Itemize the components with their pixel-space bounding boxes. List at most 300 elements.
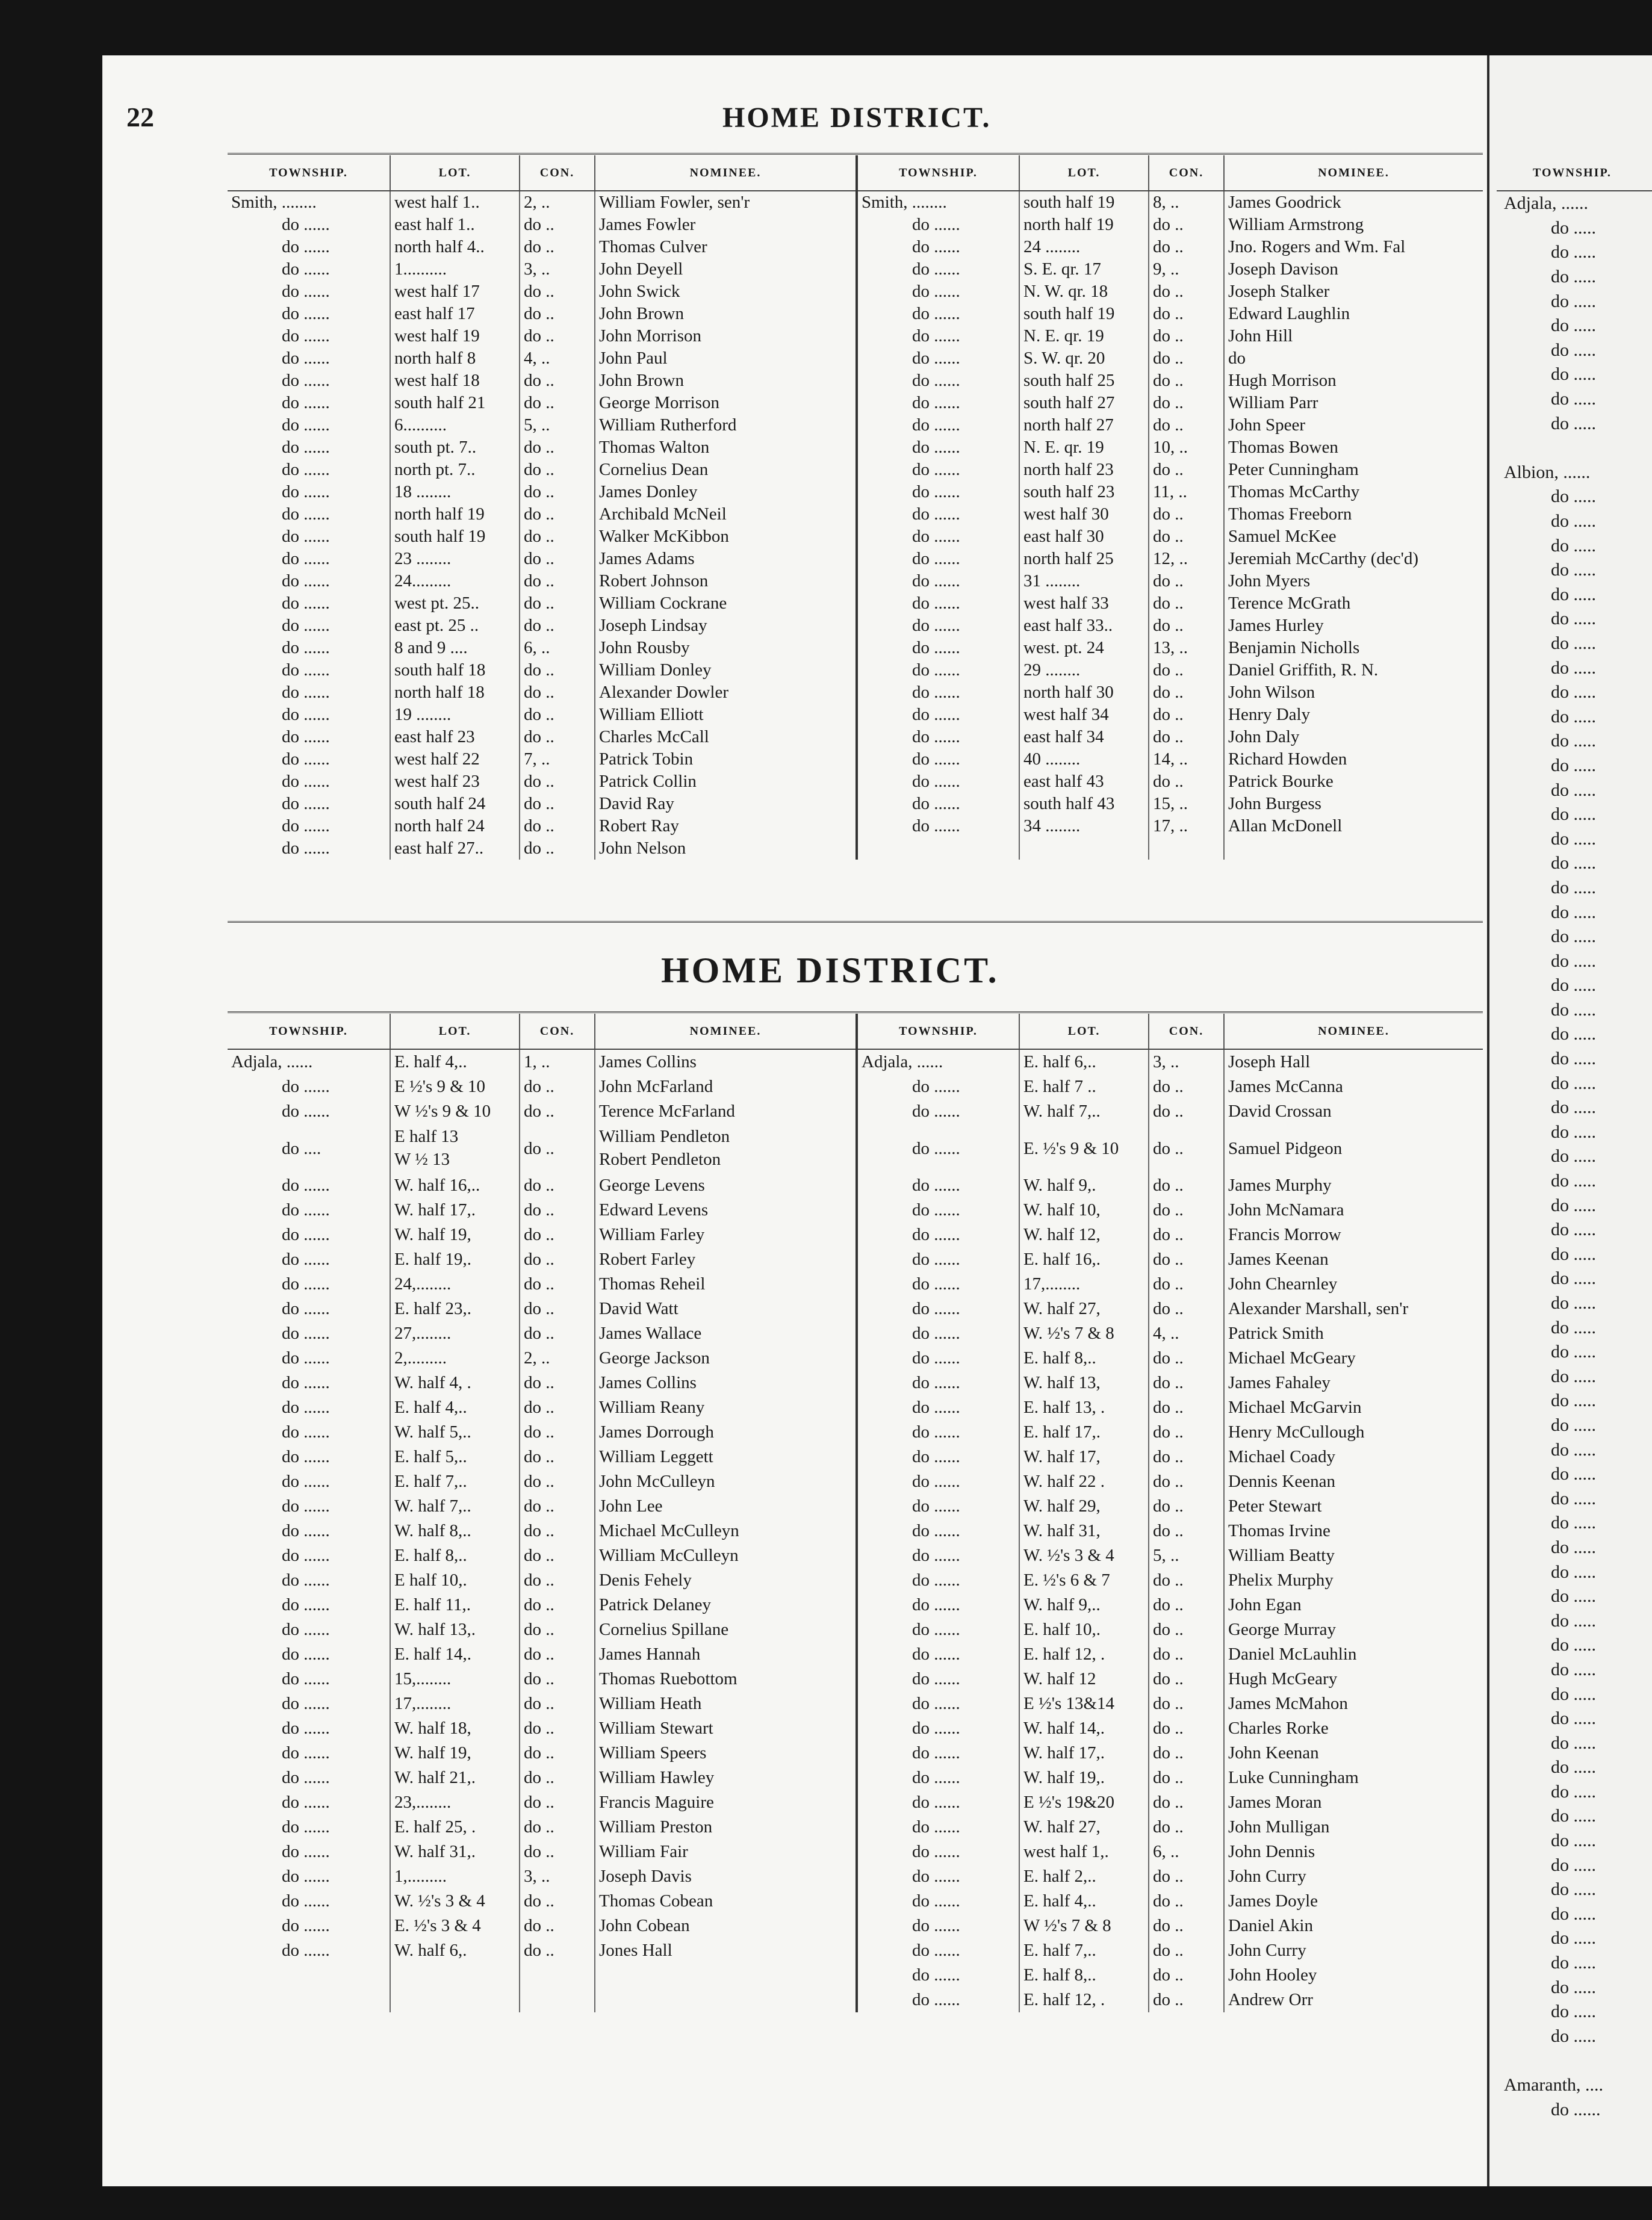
con-cell: do ..: [520, 392, 595, 414]
nominee-cell: John Daly: [1224, 726, 1483, 748]
adjacent-township-cell: do .....: [1551, 1366, 1596, 1386]
lot-cell: W. half 7,..: [1019, 1099, 1149, 1124]
table-row: [228, 459, 1483, 481]
township-cell: do ......: [282, 1645, 330, 1664]
adjacent-row: [1497, 2048, 1652, 2073]
adjacent-page-table: [1497, 155, 1652, 2122]
nominee-cell: George Jackson: [595, 1346, 857, 1371]
con-cell: do ..: [1149, 370, 1224, 392]
table-row: [228, 1988, 1483, 2012]
con-cell: 6, ..: [520, 637, 595, 659]
con-cell: do ..: [520, 548, 595, 570]
nominee-cell: Patrick Bourke: [1224, 770, 1483, 793]
nominee-cell: William McCulleyn: [595, 1543, 857, 1568]
township-cell: do ......: [857, 325, 1019, 347]
adjacent-row: [1497, 1511, 1652, 1536]
nominee-cell: John Paul: [595, 347, 857, 370]
table-row: [228, 281, 1483, 303]
adjacent-township-cell: do .....: [1551, 413, 1596, 433]
adjacent-township-cell: do .....: [1551, 999, 1596, 1020]
township-cell: do ......: [857, 1667, 1019, 1691]
nominee-cell: Alexander Marshall, sen'r: [1224, 1297, 1483, 1321]
lot-cell: north half 24: [390, 815, 520, 837]
nominee-cell: Michael McGeary: [1224, 1346, 1483, 1371]
township-cell: do ......: [857, 704, 1019, 726]
table-row: [228, 659, 1483, 681]
table-row: [228, 793, 1483, 815]
lot-cell: E half 10,.: [390, 1568, 520, 1593]
nominee-cell: John Myers: [1224, 570, 1483, 592]
lot-cell: 24 ........: [1019, 236, 1149, 258]
table-row: [228, 1272, 1483, 1297]
nominee-cell: William Armstrong: [1224, 214, 1483, 236]
township-cell: do ......: [857, 503, 1019, 526]
township-cell: do ......: [857, 1272, 1019, 1297]
lot-cell: east half 27..: [390, 837, 520, 860]
adjacent-row: [1497, 1536, 1652, 1560]
nominee-cell: Robert Johnson: [595, 570, 857, 592]
lot-cell: 34 ........: [1019, 815, 1149, 837]
lot-cell: E. half 8,..: [390, 1543, 520, 1568]
lot-cell: W. half 4, .: [390, 1371, 520, 1395]
table-row: [228, 748, 1483, 770]
nominee-cell: Patrick Smith: [1224, 1321, 1483, 1346]
table-row: [228, 1099, 1483, 1124]
table-row: [228, 414, 1483, 436]
township-cell: do ......: [857, 1321, 1019, 1346]
township-cell: do ......: [282, 504, 330, 524]
nominee-cell: John Hooley: [1224, 1963, 1483, 1988]
township-cell: do ......: [857, 1173, 1019, 1198]
con-cell: do ..: [520, 1395, 595, 1420]
adjacent-township-cell: do .....: [1551, 1391, 1596, 1411]
table-row: [228, 1617, 1483, 1642]
adjacent-township-cell: do .....: [1551, 389, 1596, 409]
township-cell: do ......: [282, 215, 330, 234]
nominee-cell: James Dorrough: [595, 1420, 857, 1445]
nominee-line: William Pendleton: [599, 1127, 730, 1147]
table-row: [228, 1124, 1483, 1173]
adjacent-row: [1497, 2000, 1652, 2024]
con-cell: 6, ..: [1149, 1840, 1224, 1864]
township-cell: do ......: [282, 1398, 330, 1417]
table-row: [228, 258, 1483, 281]
con-cell: 2, ..: [520, 191, 595, 214]
adjacent-township-cell: do .....: [1551, 1684, 1596, 1704]
township-cell: do ......: [282, 259, 330, 279]
con-cell: do ..: [1149, 392, 1224, 414]
lot-cell: north half 8: [390, 347, 520, 370]
con-cell: do ..: [1149, 1593, 1224, 1617]
township-cell: do ......: [857, 1617, 1019, 1642]
lot-cell: W. half 13,: [1019, 1371, 1149, 1395]
lot-cell: E. ½'s 3 & 4: [390, 1914, 520, 1938]
lot-cell: W. half 12,: [1019, 1223, 1149, 1247]
adjacent-row: [1497, 1486, 1652, 1511]
con-cell: do ..: [520, 1593, 595, 1617]
township-cell: do ......: [282, 1447, 330, 1466]
adjacent-township-header: TOWNSHIP.: [1497, 155, 1652, 191]
lot-cell: W ½'s 9 & 10: [390, 1099, 520, 1124]
township-cell: [857, 837, 1019, 860]
nominee-cell: John Lee: [595, 1494, 857, 1519]
con-cell: do ..: [1149, 659, 1224, 681]
table-row: [228, 191, 1483, 214]
nominee-cell: David Watt: [595, 1297, 857, 1321]
lot-cell: E. half 7,..: [390, 1469, 520, 1494]
table-row: [228, 704, 1483, 726]
adjacent-township-cell: do .....: [1551, 950, 1596, 971]
lot-line: W ½ 13: [394, 1150, 450, 1169]
lot-cell: south half 18: [390, 659, 520, 681]
table-row: [228, 837, 1483, 860]
con-cell: do ..: [520, 1766, 595, 1790]
adjacent-township-cell: Adjala, ......: [1504, 193, 1588, 214]
con-cell: 17, ..: [1149, 815, 1224, 837]
nominee-cell: James McMahon: [1224, 1691, 1483, 1716]
township-cell: do ......: [857, 1247, 1019, 1272]
adjacent-township-cell: do .....: [1551, 2026, 1596, 2046]
adjacent-row: [1497, 1951, 1652, 1976]
township-cell: do ......: [857, 1346, 1019, 1371]
lot-cell: E. half 23,.: [390, 1297, 520, 1321]
nominee-cell: George Levens: [595, 1173, 857, 1198]
adjacent-township-cell: do .....: [1551, 1659, 1596, 1679]
adjacent-township-cell: [1497, 2048, 1652, 2073]
adjacent-row: [1497, 1560, 1652, 1584]
nominee-cell: John Mulligan: [1224, 1815, 1483, 1840]
adjacent-township-cell: do .....: [1551, 535, 1596, 556]
table-row: [228, 1568, 1483, 1593]
con-cell: 1, ..: [520, 1049, 595, 1074]
con-cell: do ..: [1149, 570, 1224, 592]
lot-cell: W. half 31,.: [390, 1840, 520, 1864]
nominee-cell: William Fair: [595, 1840, 857, 1864]
nominee-cell: Patrick Tobin: [595, 748, 857, 770]
con-cell: do ..: [520, 1074, 595, 1099]
township-cell: do ......: [857, 1889, 1019, 1914]
con-cell: do ..: [1149, 459, 1224, 481]
adjacent-township-cell: do .....: [1551, 1928, 1596, 1949]
lot-cell: E. half 14,.: [390, 1642, 520, 1667]
adjacent-row: [1497, 1877, 1652, 1902]
lot-header: LOT.: [390, 1014, 520, 1049]
con-cell: do ..: [520, 592, 595, 615]
adjacent-township-cell: do .....: [1551, 217, 1596, 238]
adjacent-township-cell: do .....: [1551, 1561, 1596, 1582]
adjacent-row: [1497, 607, 1652, 631]
adjacent-row: [1497, 1682, 1652, 1707]
con-cell: do ..: [1149, 1914, 1224, 1938]
nominee-cell: John Keenan: [1224, 1741, 1483, 1766]
table-row: [228, 526, 1483, 548]
adjacent-township-cell: do .....: [1551, 560, 1596, 580]
adjacent-row: [1497, 1731, 1652, 1755]
nominee-cell: Thomas Ruebottom: [595, 1667, 857, 1691]
nominee-cell: Daniel McLauhlin: [1224, 1642, 1483, 1667]
adjacent-township-cell: do .....: [1551, 486, 1596, 507]
lot-cell: E ½'s 9 & 10: [390, 1074, 520, 1099]
con-cell: do ..: [1149, 1889, 1224, 1914]
lot-cell: W. half 7,..: [390, 1494, 520, 1519]
adjacent-township-cell: do .....: [1551, 1586, 1596, 1607]
nominee-cell: John Brown: [595, 370, 857, 392]
adjacent-township-cell: do .....: [1551, 609, 1596, 629]
table-row: [228, 592, 1483, 615]
nominee-cell: William Cockrane: [595, 592, 857, 615]
township-cell: do ......: [857, 1864, 1019, 1889]
table-row: [228, 1815, 1483, 1840]
township-cell: [228, 1963, 390, 1988]
township-cell: do ......: [857, 258, 1019, 281]
lot-cell: 40 ........: [1019, 748, 1149, 770]
adjacent-township-cell: do .....: [1551, 1464, 1596, 1484]
lot-cell: E. half 13, .: [1019, 1395, 1149, 1420]
nominee-cell: John Nelson: [595, 837, 857, 860]
con-cell: do ..: [520, 1198, 595, 1223]
township-cell: do ......: [282, 705, 330, 724]
township-cell: do ......: [857, 1938, 1019, 1963]
con-cell: 5, ..: [520, 414, 595, 436]
lot-cell: W. half 19,.: [1019, 1766, 1149, 1790]
township-cell: do ......: [282, 1077, 330, 1096]
lot-cell: south half 43: [1019, 793, 1149, 815]
con-cell: do ..: [520, 837, 595, 860]
con-cell: do ..: [520, 1889, 595, 1914]
table-row: [228, 1593, 1483, 1617]
con-cell: 13, ..: [1149, 637, 1224, 659]
nominee-cell: James Fahaley: [1224, 1371, 1483, 1395]
top-rule: [228, 153, 1483, 155]
table-row: [228, 1766, 1483, 1790]
nominee-cell: John Egan: [1224, 1593, 1483, 1617]
nominee-cell: John Burgess: [1224, 793, 1483, 815]
lot-cell: south half 24: [390, 793, 520, 815]
township-cell: do ......: [282, 1768, 330, 1787]
adjacent-township-cell: do .....: [1551, 1293, 1596, 1313]
adjacent-row: [1497, 900, 1652, 925]
nominee-cell: William Fowler, sen'r: [595, 191, 857, 214]
nominee-cell: Edward Levens: [595, 1198, 857, 1223]
adjacent-township-cell: do .....: [1551, 1317, 1596, 1338]
nominee-cell: Richard Howden: [1224, 748, 1483, 770]
con-cell: do ..: [1149, 1617, 1224, 1642]
con-cell: [1149, 837, 1224, 860]
township-cell: do ......: [857, 570, 1019, 592]
township-cell: do ......: [282, 1472, 330, 1491]
lot-cell: N. E. qr. 19: [1019, 325, 1149, 347]
con-cell: do ..: [520, 1741, 595, 1766]
adjacent-row: [1497, 2024, 1652, 2049]
township-cell: do ......: [282, 727, 330, 746]
adjacent-township-cell: do .....: [1551, 828, 1596, 849]
nominee-cell: John Deyell: [595, 258, 857, 281]
table-row: [228, 615, 1483, 637]
table-row: [228, 1864, 1483, 1889]
con-header: CON.: [1149, 155, 1224, 191]
township-cell: do ......: [857, 370, 1019, 392]
nominee-cell: Thomas Freeborn: [1224, 503, 1483, 526]
township-cell: do ......: [282, 1250, 330, 1269]
con-cell: 15, ..: [1149, 793, 1224, 815]
township-cell: do ......: [857, 637, 1019, 659]
nominee-cell: Peter Stewart: [1224, 1494, 1483, 1519]
township-cell: do ......: [282, 1200, 330, 1220]
adjacent-township-cell: do .....: [1551, 804, 1596, 825]
lot-cell: west half 17: [390, 281, 520, 303]
township-cell: do ......: [857, 414, 1019, 436]
adjacent-township-cell: do .....: [1551, 1146, 1596, 1167]
lot-cell: W. half 14,.: [1019, 1716, 1149, 1741]
township-cell: do ......: [282, 1916, 330, 1935]
con-cell: do ..: [1149, 1988, 1224, 2012]
township-cell: do ......: [282, 1891, 330, 1911]
adjacent-township-cell: do .....: [1551, 902, 1596, 922]
township-cell: do ......: [857, 1642, 1019, 1667]
adjacent-township-cell: do .....: [1551, 853, 1596, 873]
township-cell: do ......: [857, 1988, 1019, 2012]
nominee-cell: John McNamara: [1224, 1198, 1483, 1223]
lot-cell: E ½'s 19&20: [1019, 1790, 1149, 1815]
con-cell: do ..: [1149, 1371, 1224, 1395]
nominee-cell: William Parr: [1224, 392, 1483, 414]
township-cell: do ......: [282, 304, 330, 323]
adjacent-township-cell: do .....: [1551, 1903, 1596, 1924]
adjacent-row: [1497, 240, 1652, 265]
adjacent-township-cell: do .....: [1551, 926, 1596, 947]
con-cell: [520, 1988, 595, 2012]
adjacent-row: [1497, 338, 1652, 363]
nominee-cell: Patrick Collin: [595, 770, 857, 793]
nominee-cell: Allan McDonell: [1224, 815, 1483, 837]
con-cell: 5, ..: [1149, 1543, 1224, 1568]
township-cell: do ......: [857, 815, 1019, 837]
nominee-cell: James Hannah: [595, 1642, 857, 1667]
nominee-cell: [595, 1124, 857, 1173]
adjacent-row: [1497, 509, 1652, 534]
nominee-cell: Terence McGrath: [1224, 592, 1483, 615]
adjacent-row: [1497, 1829, 1652, 1853]
nominee-header: NOMINEE.: [1224, 155, 1483, 191]
con-cell: do ..: [1149, 1864, 1224, 1889]
township-cell: do ......: [857, 726, 1019, 748]
nominee-cell: Joseph Hall: [1224, 1049, 1483, 1074]
con-cell: do ..: [1149, 414, 1224, 436]
lot-cell: 8 and 9 ....: [390, 637, 520, 659]
table-row: [228, 1223, 1483, 1247]
township-cell: do ......: [282, 1595, 330, 1614]
adjacent-township-cell: do .....: [1551, 633, 1596, 653]
adjacent-township-cell: do .....: [1551, 1610, 1596, 1631]
lot-cell: E. half 19,.: [390, 1247, 520, 1272]
lot-cell: south half 19: [390, 526, 520, 548]
lot-cell: 27,........: [390, 1321, 520, 1346]
nominee-cell: James Fowler: [595, 214, 857, 236]
lot-cell: N. E. qr. 19: [1019, 436, 1149, 459]
nominee-cell: Thomas Irvine: [1224, 1519, 1483, 1543]
nominee-cell: George Morrison: [595, 392, 857, 414]
nominee-cell: John Hill: [1224, 325, 1483, 347]
nominee-cell: Henry McCullough: [1224, 1420, 1483, 1445]
adjacent-row: [1497, 2097, 1652, 2122]
adjacent-row: [1497, 411, 1652, 436]
lot-cell: W. half 22 .: [1019, 1469, 1149, 1494]
con-cell: do ..: [1149, 1198, 1224, 1223]
adjacent-row: [1497, 1315, 1652, 1340]
adjacent-township-cell: do .....: [1551, 1831, 1596, 1851]
township-cell: do ......: [857, 436, 1019, 459]
lot-cell: south half 23: [1019, 481, 1149, 503]
township-cell: do ......: [857, 793, 1019, 815]
lot-cell: W. half 17,.: [390, 1198, 520, 1223]
lot-cell: 31 ........: [1019, 570, 1149, 592]
lot-cell: E. half 4,..: [390, 1049, 520, 1074]
lot-cell: west half 22: [390, 748, 520, 770]
township-cell: do ......: [857, 1297, 1019, 1321]
township-cell: do ......: [857, 1395, 1019, 1420]
adjacent-township-cell: do .....: [1551, 1537, 1596, 1557]
nominee-cell: William Reany: [595, 1395, 857, 1420]
adjacent-township-cell: do .....: [1551, 1073, 1596, 1093]
con-cell: do ..: [520, 303, 595, 325]
adjacent-row: [1497, 2073, 1652, 2098]
con-cell: do ..: [520, 726, 595, 748]
lot-cell: east half 23: [390, 726, 520, 748]
adjacent-row: [1497, 289, 1652, 314]
township-cell: do ......: [282, 1669, 330, 1688]
lot-cell: east pt. 25 ..: [390, 615, 520, 637]
con-cell: do ..: [1149, 1395, 1224, 1420]
township-cell: do ......: [282, 1373, 330, 1392]
township-cell: do ......: [282, 1941, 330, 1960]
lot-cell: south half 25: [1019, 370, 1149, 392]
nominee-cell: James Murphy: [1224, 1173, 1483, 1198]
con-cell: do ..: [520, 1790, 595, 1815]
lot-cell: 24.........: [390, 570, 520, 592]
nominee-cell: William Preston: [595, 1815, 857, 1840]
township-cell: do ......: [282, 1817, 330, 1837]
township-cell: do ......: [857, 615, 1019, 637]
adjacent-township-cell: do .....: [1551, 975, 1596, 996]
nominee-cell: [595, 1988, 857, 2012]
con-cell: do ..: [1149, 592, 1224, 615]
table-row: [228, 236, 1483, 258]
nominee-cell: James Doyle: [1224, 1889, 1483, 1914]
adjacent-township-cell: do .....: [1551, 364, 1596, 385]
township-cell: do ......: [857, 1519, 1019, 1543]
adjacent-township-cell: do .....: [1551, 242, 1596, 262]
section-heading: HOME DISTRICT.: [661, 950, 999, 990]
nominee-cell: John Chearnley: [1224, 1272, 1483, 1297]
table-row: [228, 1938, 1483, 1963]
adjacent-row: [1497, 1462, 1652, 1487]
adjacent-township-cell: do .....: [1551, 315, 1596, 336]
con-cell: do ..: [1149, 1938, 1224, 1963]
table-row: [228, 815, 1483, 837]
adjacent-row: [1497, 851, 1652, 876]
township-cell: do ......: [857, 347, 1019, 370]
township-cell: do ......: [282, 371, 330, 390]
nominee-cell: James Adams: [595, 548, 857, 570]
lot-cell: [1019, 837, 1149, 860]
township-cell: do ......: [857, 548, 1019, 570]
nominee-cell: Thomas McCarthy: [1224, 481, 1483, 503]
lot-cell: 15,........: [390, 1667, 520, 1691]
nominee-cell: James Goodrick: [1224, 191, 1483, 214]
township-cell: do ......: [282, 438, 330, 457]
con-cell: do ..: [520, 1272, 595, 1297]
table-row: [228, 503, 1483, 526]
